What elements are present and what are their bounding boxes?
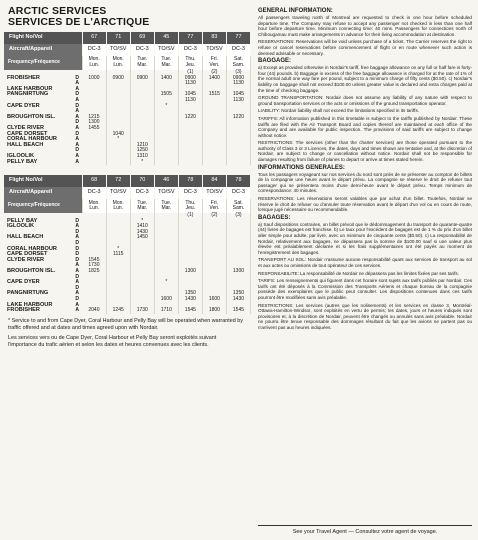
general-info-heading: GENERAL INFORMATION:	[258, 8, 333, 14]
aircraft-type: DC-3	[226, 187, 250, 199]
day-en: Fri.	[210, 56, 219, 63]
ground-transport-text: GROUND TRANSPORTATION: Nordair does not assume any liability of any nature with respect to ground transportation services or the acts or omissions of the ground transportation operator.	[258, 95, 472, 106]
note-ref: (3)	[226, 70, 250, 76]
city-name: HALL BEACH	[7, 141, 44, 148]
arrive-depart-marker: A	[75, 85, 79, 92]
flight-number-label: Flight No/Vol	[4, 32, 82, 44]
flight-number-row	[4, 32, 251, 44]
frequency-label: Frequency/Fréquence	[4, 56, 82, 70]
aircraft-type: TO/SV	[106, 187, 130, 199]
aircraft-type: DC-3	[130, 187, 154, 199]
arrive-depart-marker: D	[75, 147, 79, 154]
time-cell: 1730	[130, 308, 154, 314]
time-cell: 1245	[106, 308, 130, 314]
arrive-depart-marker: D	[75, 273, 79, 280]
arrive-depart-marker: A	[75, 279, 79, 286]
aircraft-type: DC-3	[178, 44, 202, 56]
day-en: Sat.	[234, 199, 243, 206]
flight-number: 83	[202, 32, 226, 44]
flight-number: 68	[82, 175, 106, 187]
frequency-day	[178, 56, 202, 70]
arrive-depart-marker: A	[75, 80, 79, 87]
city-name: HALL BEACH	[7, 234, 44, 241]
aircraft-type: DC-3	[82, 187, 106, 199]
city-name: IGLOOLIK	[7, 223, 35, 230]
schedule-table-northbound	[4, 32, 251, 165]
reservations-text-fr: RESERVATIONS: Les réservations seront valables que par achat d'un billet. Toutefois, Nordair se réserve le droit de refuser ou d'annuler toute réservation avant le départ d'un vol ou en cours de route, lorsque jugé nécessaire ou recommandable.	[258, 196, 472, 213]
time-cell: 1130	[226, 98, 250, 104]
day-en: Sat.	[234, 56, 243, 63]
city-name: PANGNIRTUNG	[7, 91, 49, 98]
day-fr: Mar.	[137, 205, 148, 212]
arrive-depart-marker: A	[75, 152, 79, 159]
flight-number: 45	[154, 32, 178, 44]
baggage-heading: BAGGAGE:	[258, 58, 291, 65]
city-name: BROUGHTON ISL.	[7, 113, 56, 120]
city-name: CLYDE RIVER	[7, 124, 45, 131]
flight-number: 77	[226, 32, 250, 44]
arrive-depart-marker: D	[75, 296, 79, 302]
city-name: FROBISHER	[7, 74, 40, 81]
day-fr: Mar.	[161, 62, 172, 68]
day-fr: Mar.	[161, 205, 172, 212]
time-cell: 1600	[154, 297, 178, 303]
city-name: CLYDE RIVER	[7, 256, 45, 263]
day-en: Tue.	[137, 199, 148, 206]
frequency-day	[154, 56, 178, 70]
day-fr: Mar.	[137, 62, 148, 68]
time-cell: 1450	[130, 235, 154, 241]
time-cell: 1045	[226, 92, 250, 98]
day-en: Tue.	[161, 199, 172, 206]
flight-number-row	[4, 175, 251, 187]
day-fr: Lun.	[89, 62, 100, 68]
time-cell: 1545	[178, 308, 202, 314]
day-fr: Ven.	[209, 62, 220, 68]
arrive-depart-marker: A	[75, 262, 79, 269]
note-ref: (2)	[202, 213, 226, 219]
arrive-depart-marker: D	[75, 240, 79, 247]
general-info-text: All passengers traveling north of Montreal are requested to check in one hour before scheduled departure time. The Company may refuse to accept any passenger not checked in less than one half hour before departure time. Minimum connecting time: 40 mins. Passengers for connections north of Chibougamau must make arrangements in advance for their living accommodation at destination.	[258, 15, 472, 37]
frequency-day	[202, 56, 226, 70]
frequency-row	[4, 56, 251, 70]
aircraft-label: Aircraft/Appareil	[4, 44, 82, 56]
time-cell: 1600	[202, 297, 226, 303]
frequency-day	[178, 199, 202, 213]
flight-number: 70	[130, 175, 154, 187]
day-en: Mon.	[112, 56, 124, 63]
transport-text-fr: TRANSPORT AU SOL: Nordair n'assume aucune responsabilité quant aux services de transport au sol et aux actes ou omissions de tout opérateur de ces services.	[258, 257, 472, 268]
time-cell: 0900	[226, 76, 250, 82]
time-cell: 1350	[226, 291, 250, 297]
time-cell: 1300	[178, 269, 202, 275]
aircraft-type: TO/SV	[154, 44, 178, 56]
day-fr: Jeu.	[185, 205, 196, 212]
title-fr: SERVICES DE L'ARCTIQUE	[8, 16, 150, 28]
time-cell: 1825	[82, 269, 106, 275]
arrive-depart-marker: D	[75, 228, 79, 235]
time-cell: 1350	[178, 291, 202, 297]
day-fr: Sam.	[232, 62, 245, 68]
aircraft-type: DC-3	[226, 44, 250, 56]
table-row	[4, 308, 251, 314]
flight-number: 78	[178, 175, 202, 187]
frequency-day	[202, 199, 226, 213]
flight-number: 71	[106, 32, 130, 44]
frequency-label: Frequency/Fréquence	[4, 199, 82, 213]
arrive-depart-marker: A	[75, 290, 79, 297]
liability-text-fr: RESPONSABILITE: La responsabilité de Nordair ne dépassera pas les limites fixées par ses tarifs.	[258, 270, 459, 276]
arrive-depart-marker: D	[75, 245, 79, 252]
day-en: Mon.	[88, 56, 100, 63]
time-cell: 1000	[82, 76, 106, 82]
arrive-depart-marker: D	[75, 256, 79, 263]
arrive-depart-marker: D	[75, 74, 79, 81]
aircraft-type: TO/SV	[202, 187, 226, 199]
aircraft-type: DC-3	[82, 44, 106, 56]
time-cell: 1800	[202, 308, 226, 314]
schedule-table-southbound	[4, 175, 251, 314]
time-cell: 1545	[226, 308, 250, 314]
city-name: CAPE DYER	[7, 102, 40, 109]
aircraft-type: TO/SV	[106, 44, 130, 56]
city-name: LAKE HARBOUR	[7, 301, 53, 308]
time-cell: 1250	[130, 148, 154, 154]
liability-text: LIABILITY: Nordair liability shall not exceed the limitations specified in its tariffs.	[258, 108, 420, 114]
aircraft-row	[4, 187, 251, 199]
day-en: Fri.	[210, 199, 219, 206]
time-cell: 1300	[82, 120, 106, 126]
day-fr: Lun.	[113, 62, 124, 68]
time-cell: 0900	[178, 76, 202, 82]
flight-number: 69	[130, 32, 154, 44]
frequency-day	[154, 199, 178, 213]
day-en: Mon.	[112, 199, 124, 206]
arrive-depart-marker: A	[75, 301, 79, 308]
time-cell: 1130	[226, 81, 250, 87]
arrive-depart-marker: A	[75, 223, 79, 230]
time-cell: 1455	[82, 126, 106, 132]
city-name: FROBISHER	[7, 307, 40, 314]
time-cell: 2040	[82, 308, 106, 314]
aircraft-type: DC-3	[130, 44, 154, 56]
time-cell: 1220	[226, 115, 250, 121]
city-name: CORAL HARBOUR	[7, 245, 57, 252]
aircraft-type: TO/SV	[154, 187, 178, 199]
city-name: IGLOOLIK	[7, 152, 35, 159]
time-cell: 1045	[178, 92, 202, 98]
day-en: Thu.	[185, 199, 196, 206]
time-cell: 1730	[82, 263, 106, 269]
arrive-depart-marker: A	[75, 113, 79, 120]
restrictions-text: RESTRICTIONS: The services (other than the charter services) are those operated pursuant to the authority of Class 3 or 3 Licences, the dates, days and times shown are tentative and, at the discretion of Nordair, are subject to change or cancellation without notice. Nordair shall not be responsible for damages resulting from failure of planes to depart or arrive at times stated herein.	[258, 140, 472, 163]
aircraft-type: TO/SV	[202, 44, 226, 56]
flight-number: 72	[106, 175, 130, 187]
frequency-day	[106, 199, 130, 213]
note-ref: (3)	[226, 213, 250, 219]
frequency-day	[130, 199, 154, 213]
day-en: Thu.	[185, 56, 196, 63]
aircraft-label: Aircraft/Appareil	[4, 187, 82, 199]
day-en: Mon.	[88, 199, 100, 206]
time-cell: 1115	[106, 252, 130, 258]
time-cell: 1400	[202, 76, 226, 82]
frequency-day	[226, 56, 250, 70]
time-cell: 1410	[130, 224, 154, 230]
day-fr: Lun.	[113, 205, 124, 212]
baggage-heading-fr: BAGAGES:	[258, 214, 291, 221]
general-info-heading-fr: INFORMATIONS GENERALES:	[258, 164, 345, 171]
arrive-depart-marker: D	[75, 217, 79, 224]
arrive-depart-marker: A	[75, 268, 79, 275]
note-ref: (1)	[178, 70, 202, 76]
footnotes	[4, 318, 251, 349]
frequency-row	[4, 199, 251, 213]
city-name: PELLY BAY	[7, 158, 38, 165]
baggage-text-fr: a) Sauf dispositions contraires, un billet prévoit que le dédommagement du transport de quarante-quatre (44) livres de bagages est franchise. b) Le taux pour l'excédent de bagages est de 1 % du prix d'un billet aller simple pour adulte, par livre, avec un minimum de cinquante cents ($0.50). c) La responsabilité de Nordair, relativement aux bagages, ne dépassera pas la somme de $100.00 sauf si une valeur plus élevée est préalablement déclarée et si les frais supplémentaires ont été payés au moment de l'enregistrement des bagages.	[258, 221, 472, 255]
day-fr: Ven.	[209, 205, 220, 212]
time-cell: *	[154, 280, 178, 286]
arrive-depart-marker: A	[75, 307, 79, 314]
frequency-day	[82, 56, 106, 70]
day-en: Tue.	[137, 56, 148, 63]
time-cell: 1505	[154, 92, 178, 98]
time-cell: 1220	[178, 115, 202, 121]
note-ref: (2)	[202, 70, 226, 76]
time-cell: *	[130, 219, 154, 225]
aircraft-type: DC-3	[178, 187, 202, 199]
time-cell: 1210	[130, 143, 154, 149]
arrive-depart-marker: A	[75, 141, 79, 148]
time-cell: 0900	[106, 76, 130, 82]
time-cell: 1300	[226, 269, 250, 275]
time-cell: 1515	[202, 92, 226, 98]
frequency-day	[130, 56, 154, 70]
city-name: PANGNIRTUNG	[7, 290, 49, 297]
time-cell: 1430	[130, 230, 154, 236]
arrive-depart-marker: D	[75, 284, 79, 291]
frequency-day	[106, 56, 130, 70]
footnote-fr: Les services vers ou de Cape Dyer, Coral Harbour et Pelly Bay seront exploités suivant l'importance du trafic aérien et selon les dates et heures convenues avec les clients.	[8, 335, 217, 349]
city-name: CORAL HARBOUR	[7, 136, 57, 143]
arrive-depart-marker: D	[75, 119, 79, 126]
arrive-depart-marker: D	[75, 91, 79, 98]
travel-agent-footer: See your Travel Agent — Consultez votre agent de voyage.	[258, 525, 472, 535]
reservations-text: RESERVATIONS: Reservations will be void unless purchase of a ticket. The Carrier reserves the right to refuse or cancel reservations before commencement of flight or en route whenever such action is deemed advisable or necessary.	[258, 39, 472, 56]
time-cell: 1310	[130, 154, 154, 160]
day-fr: Sam.	[232, 205, 245, 212]
time-cell: 1040	[106, 132, 130, 138]
time-cell: 1430	[226, 297, 250, 303]
time-cell: 1710	[154, 308, 178, 314]
arrive-depart-marker: A	[75, 108, 79, 115]
time-cell: 1130	[178, 81, 202, 87]
time-cell: 1130	[178, 98, 202, 104]
time-cell: 1215	[82, 115, 106, 121]
footnote-en: * Service to and from Cape Dyer, Coral Harbour and Pelly Bay will be operated when warranted by traffic offered and at dates and times agreed upon with Nordair.	[8, 317, 243, 331]
time-cell: 1545	[82, 258, 106, 264]
time-cell: *	[130, 160, 154, 166]
city-name: CAPE DYER	[7, 279, 40, 286]
arrive-depart-marker: A	[75, 234, 79, 241]
time-cell: *	[106, 247, 130, 253]
city-name: CAPE DORSET	[7, 251, 48, 258]
tariffs-text: TARIFFS: All information published in this timetable is subject to the tariffs published by Nordair. These tariffs are filed with the Air Transport Board and copies thereof are maintained at each office of the Company and are available for public inspection. The provisions of said tariffs are subject to change without notice.	[258, 115, 472, 138]
flight-number: 84	[202, 175, 226, 187]
flight-number: 67	[82, 32, 106, 44]
frequency-day	[226, 199, 250, 213]
arrive-depart-marker: A	[75, 158, 79, 165]
arrive-depart-marker: A	[75, 136, 79, 143]
time-cell: 1430	[178, 297, 202, 303]
time-cell: *	[154, 104, 178, 110]
arrive-depart-marker: A	[75, 124, 79, 131]
time-cell: *	[106, 137, 130, 143]
aircraft-row	[4, 44, 251, 56]
general-info-text-fr: Tous les passagers voyageant sur nos services du nord sont priés de se présenter au comptoir de billets de la compagnie une heure avant le départ prévu. La compagnie se réserve le droit de refuser tout passager qui se présentera moins d'une demi-heure avant le départ prévu. Temps minimum de correspondance: 40 minutes.	[258, 171, 472, 194]
day-fr: Jeu.	[185, 62, 196, 68]
schedule-column	[4, 6, 251, 353]
note-ref: (1)	[178, 213, 202, 219]
title-en: ARCTIC SERVICES	[8, 5, 107, 17]
flight-number: 77	[178, 32, 202, 44]
information-column	[258, 6, 472, 333]
time-cell: 1400	[154, 76, 178, 82]
day-fr: Lun.	[89, 205, 100, 212]
tariffs-text-fr: TARIFS: Les renseignements qui figurent dans cet horaire sont sujets aux tarifs publiés par Nordair. Ces tarifs ont été déposés à la Commission des Transports Aériens et chaque bureau de la compagnie possède des exemplaires que le public peut consulter. Les dispositions contenues dans ces tarifs pourront être modifiées sans avis préalable.	[258, 278, 472, 300]
flight-number-label: Flight No/Vol	[4, 175, 82, 187]
flight-number: 78	[226, 175, 250, 187]
city-name: PELLY BAY	[7, 217, 38, 224]
frequency-day	[82, 199, 106, 213]
flight-number: 46	[154, 175, 178, 187]
arrive-depart-marker: D	[75, 102, 79, 109]
baggage-text: a) Except as provided otherwise in Nordair's tariff, free baggage allowance on any full or half fare is forty-four (44) pounds. b) Baggage in excess of the free baggage allowance is charged for at the rate of 1% of the normal adult one way fare per pound, subject to a minimum charge of fifty cents ($0.50). c) Nordair's liability on baggage shall not exceed $100.00 unless greater value is declared and extra charges paid at the time of checking baggage.	[258, 65, 472, 93]
arrive-depart-marker: A	[75, 96, 79, 103]
restrictions-text-fr: RESTRICTIONS: Les services (autres que les nolisements) et les services en classe 3, Montréal-Ottawa-Hamilton-Windsor, sont exploités en vertu de permis; les dates, jours et heures indiqués sont provisoires et, à la discrétion de Nordair, peuvent être changés ou annulés sans avis préalable. Nordair ne pourra être tenue responsable des dommages résultant du fait que les avions ne partent pas ou n'arrivent pas aux heures indiquées.	[258, 302, 472, 330]
arrive-depart-marker: D	[75, 251, 79, 258]
city-name: BROUGHTON ISL.	[7, 268, 56, 275]
day-en: Tue.	[161, 56, 172, 63]
arrive-depart-marker: D	[75, 130, 79, 137]
city-name: LAKE HARBOUR	[7, 85, 53, 92]
time-cell: 0900	[130, 76, 154, 82]
city-name: CAPE DORSET	[7, 130, 48, 137]
